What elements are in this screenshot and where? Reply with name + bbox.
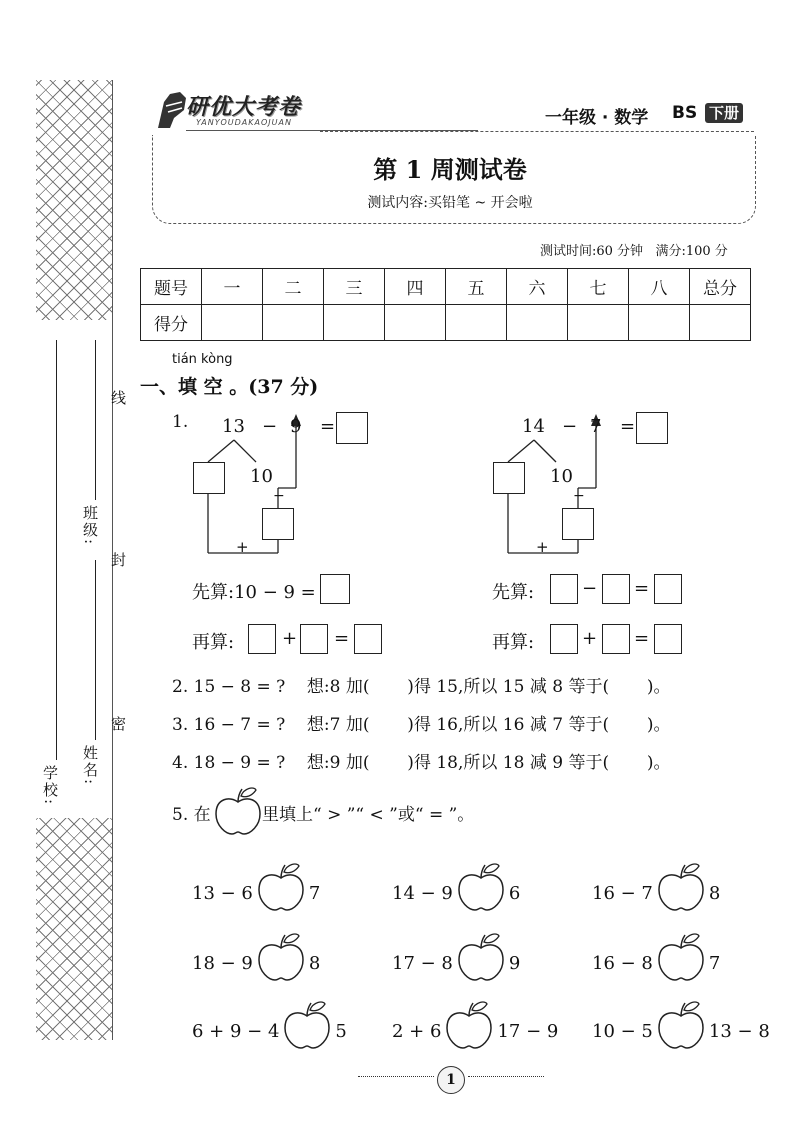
test-time-score: 测试时间:60 分钟 满分:100 分 <box>540 244 728 259</box>
grade-subject: 一年级 · 数学 <box>545 108 649 128</box>
table-cell: 四 <box>385 269 446 305</box>
table-cell: 总分 <box>690 269 751 305</box>
q1a-answer-box[interactable] <box>336 412 368 444</box>
compare-right: 8 <box>708 883 721 904</box>
compare-left: 16 − 8 <box>592 953 653 974</box>
compare-left: 2 + 6 <box>392 1021 442 1042</box>
compare-right: 6 <box>508 883 521 904</box>
header-rule <box>320 131 754 132</box>
edition: BS <box>672 103 698 123</box>
table-cell: 八 <box>629 269 690 305</box>
q1a-then-box-2[interactable] <box>300 624 328 654</box>
q1b-then-calc-label: 再算: <box>492 632 535 653</box>
school-label: 学校: <box>41 765 59 807</box>
compare-left: 16 − 7 <box>592 883 653 904</box>
q1b-diff-box[interactable] <box>562 508 594 540</box>
q1b-ten: 10 <box>550 466 573 487</box>
q1b-then-box-1[interactable] <box>550 624 578 654</box>
footer-rule-left <box>358 1076 434 1077</box>
compare-apple-icon[interactable] <box>655 862 707 912</box>
line-label: 线 <box>109 390 127 407</box>
compare-left: 10 − 5 <box>592 1021 653 1042</box>
q1a-equals: = <box>320 416 336 437</box>
table-cell: 三 <box>324 269 385 305</box>
compare-left: 13 − 6 <box>192 883 253 904</box>
compare-left: 17 − 8 <box>392 953 453 974</box>
score-table-header-row <box>141 269 751 305</box>
q1b-first-box-3[interactable] <box>654 574 682 604</box>
compare-item <box>592 932 720 982</box>
q1b-first-calc-label: 先算: <box>492 582 535 603</box>
compare-right: 5 <box>335 1021 347 1042</box>
page-title: 第 1 周测试卷 <box>373 155 527 184</box>
compare-right: 9 <box>508 953 521 974</box>
table-cell: 五 <box>446 269 507 305</box>
q1a-then-equals: = <box>334 628 350 649</box>
compare-item <box>192 932 320 982</box>
q1b-plus-sign: + <box>536 538 549 556</box>
compare-right: 7 <box>308 883 321 904</box>
score-cell[interactable] <box>690 305 751 341</box>
apple-icon <box>212 786 264 836</box>
score-table-score-row <box>141 305 751 341</box>
q1b-then-equals: = <box>634 628 650 649</box>
compare-item <box>192 1000 347 1050</box>
page-number: 1 <box>437 1066 465 1094</box>
compare-apple-icon[interactable] <box>455 862 507 912</box>
q1a-then-calc-label: 再算: <box>192 632 235 653</box>
footer-rule-right <box>468 1076 544 1077</box>
score-cell[interactable] <box>263 305 324 341</box>
q1b-then-box-3[interactable] <box>654 624 682 654</box>
compare-left: 6 + 9 − 4 <box>192 1021 280 1042</box>
score-cell[interactable] <box>385 305 446 341</box>
name-line <box>95 560 96 740</box>
q1a-diagram <box>190 410 380 560</box>
fist-logo-icon <box>150 88 190 132</box>
score-table <box>140 268 751 341</box>
table-cell: 一 <box>202 269 263 305</box>
table-cell: 七 <box>568 269 629 305</box>
logo <box>150 88 320 134</box>
q1a-subtrahend: 9 <box>290 416 302 437</box>
score-cell[interactable] <box>629 305 690 341</box>
binding-hatch-bottom <box>36 818 112 1040</box>
seal-label: 封 <box>109 552 127 569</box>
section-title: 一、填 空 。(37 分) <box>140 376 319 398</box>
compare-right: 17 − 9 <box>497 1021 559 1042</box>
q1b-first-box-1[interactable] <box>550 574 578 604</box>
school-line <box>56 340 57 760</box>
compare-item <box>592 862 720 912</box>
q1a-operator: − <box>262 416 278 437</box>
q1b-subtrahend: 7 <box>590 416 602 437</box>
q1a-diff-box[interactable] <box>262 508 294 540</box>
score-cell[interactable] <box>202 305 263 341</box>
table-cell: 六 <box>507 269 568 305</box>
compare-apple-icon[interactable] <box>455 932 507 982</box>
volume-badge: 下册 <box>705 103 743 123</box>
compare-item <box>392 862 520 912</box>
logo-subtext: YANYOUDAKAOJUAN <box>196 118 292 127</box>
q1b-first-minus: − <box>582 578 598 599</box>
compare-item <box>392 1000 558 1050</box>
compare-right: 7 <box>708 953 721 974</box>
name-label: 姓名: <box>81 745 99 787</box>
q1a-minus-sign: − <box>273 488 285 504</box>
table-cell: 题号 <box>141 269 202 305</box>
class-line <box>95 340 96 500</box>
compare-apple-icon[interactable] <box>655 1000 707 1050</box>
q1b-first-box-2[interactable] <box>602 574 630 604</box>
table-cell: 得分 <box>141 305 202 341</box>
q1b-equals: = <box>620 416 636 437</box>
score-cell[interactable] <box>446 305 507 341</box>
q1a-split-box[interactable] <box>193 462 225 494</box>
compare-item <box>592 1000 770 1050</box>
section-pinyin: tián kòng <box>172 352 233 367</box>
q1a-then-plus: + <box>282 628 298 649</box>
q1b-diagram <box>490 410 680 560</box>
q1a-then-box-1[interactable] <box>248 624 276 654</box>
q1b-split-box[interactable] <box>493 462 525 494</box>
question-2: 2. 15 − 8 = ? 想:8 加( )得 15,所以 15 减 8 等于( )。 <box>172 677 671 697</box>
question-4: 4. 18 − 9 = ? 想:9 加( )得 18,所以 18 减 9 等于( )。 <box>172 753 671 773</box>
test-content: 测试内容:买铅笔 ~ 开会啦 <box>367 195 533 211</box>
compare-item <box>392 932 520 982</box>
score-cell[interactable] <box>568 305 629 341</box>
compare-item <box>192 862 320 912</box>
score-cell[interactable] <box>507 305 568 341</box>
compare-apple-icon[interactable] <box>255 862 307 912</box>
q1b-minuend: 14 <box>522 416 545 437</box>
q1b-minus-sign: − <box>573 488 585 504</box>
compare-apple-icon[interactable] <box>655 932 707 982</box>
compare-right: 13 − 8 <box>708 1021 770 1042</box>
compare-apple-icon[interactable] <box>281 1000 333 1050</box>
q1a-first-calc: 先算:10 − 9 = <box>192 582 316 603</box>
q1b-first-equals: = <box>634 578 650 599</box>
compare-apple-icon[interactable] <box>255 932 307 982</box>
logo-text: 研优大考卷 <box>186 95 302 120</box>
compare-apple-icon[interactable] <box>443 1000 495 1050</box>
question-3: 3. 16 − 7 = ? 想:7 加( )得 16,所以 16 减 7 等于( )。 <box>172 715 671 735</box>
score-cell[interactable] <box>324 305 385 341</box>
q1b-operator: − <box>562 416 578 437</box>
table-cell: 二 <box>263 269 324 305</box>
q1b-then-box-2[interactable] <box>602 624 630 654</box>
question-5-prefix: 5. 在 <box>172 805 211 825</box>
close-label: 密 <box>109 716 127 733</box>
question-5-suffix: 里填上“ > ”“ < ”或“ = ”。 <box>262 805 475 825</box>
q1b-answer-box[interactable] <box>636 412 668 444</box>
compare-left: 18 − 9 <box>192 953 253 974</box>
q1a-ten: 10 <box>250 466 273 487</box>
q1a-plus-sign: + <box>236 538 249 556</box>
q1a-then-box-3[interactable] <box>354 624 382 654</box>
q1a-minuend: 13 <box>222 416 245 437</box>
q1b-then-plus: + <box>582 628 598 649</box>
q1-number: 1. <box>172 412 189 432</box>
compare-left: 14 − 9 <box>392 883 453 904</box>
q1a-first-calc-box[interactable] <box>320 574 350 604</box>
compare-right: 8 <box>308 953 321 974</box>
class-label: 班级: <box>81 505 99 547</box>
